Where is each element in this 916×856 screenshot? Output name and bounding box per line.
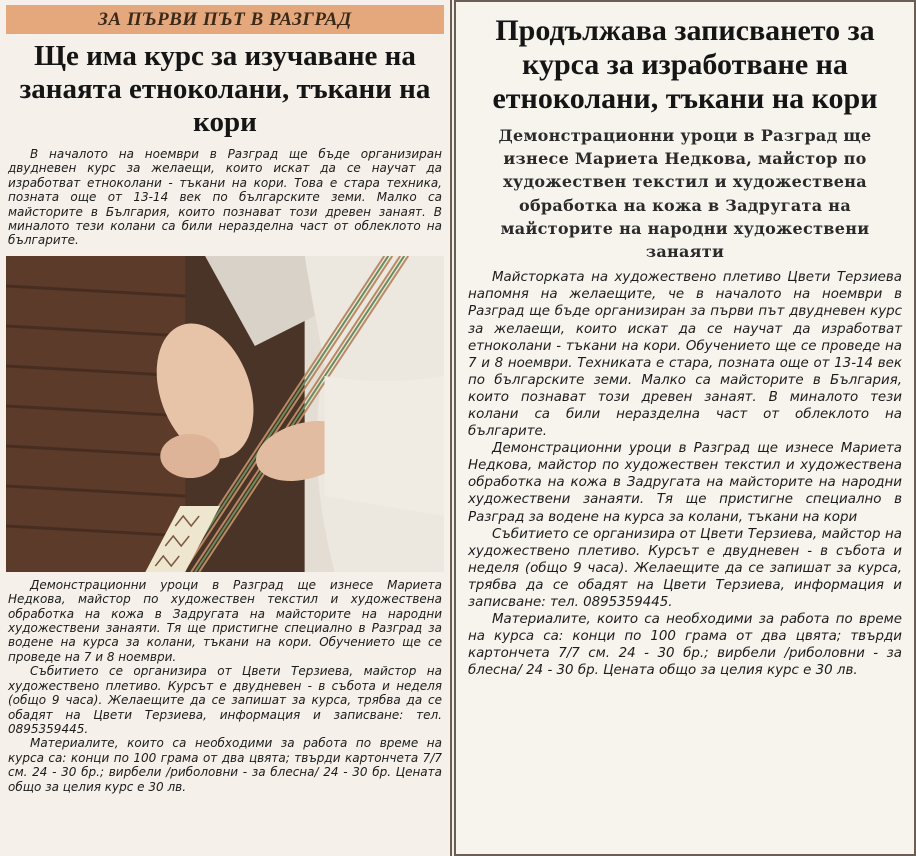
left-headline: Ще има курс за изучаване на занаята етноколани, тъкани на кори bbox=[19, 40, 431, 138]
right-article bbox=[454, 0, 916, 856]
left-article bbox=[0, 0, 452, 856]
left-paragraph-2: Демонстрационни уроци в Разград ще изнесе Мариета Недкова, майстор по художествен текстил и художествена обработка на кожа в Задругата на майсторите на народни художествени занаяти. Тя ще пристигне специално в Разград за водене на курса за колани, тъкани на кори. Обучението ще се проведе на 7 и 8 ноември. bbox=[8, 577, 442, 664]
weaving-photo bbox=[6, 256, 444, 572]
right-subhead: Демонстрационни уроци в Разград ще изнесе Мариета Недкова, майстор по художествен текстил и художествена обработка на кожа в Задругата на майсторите на народни художествени занаяти bbox=[498, 126, 872, 262]
right-paragraph-3: Събитието се организира от Цвети Терзиева, майстор на художествено плетиво. Курсът е двудневен - в събота и неделя (общо 9 часа). Желаещите да се запишат за курса, трябва да се обадят на Цвети Терзиева, информация и записване: тел. 0895359445. bbox=[468, 526, 902, 610]
right-paragraph-1: Майсторката на художествено плетиво Цвети Терзиева напомня на желаещите, че в началото на ноември в Разград ще бъде организиран за първи път двудневен курс за желаещи, които искат да се научат да изработват етноколани - тъкани на кори. Обучението ще се проведе на 7 и 8 ноември. Техниката е стара, позната още от 13-14 век по българските земи. Малко са майсторите в България, които познават този древен занаят. В миналото тези колани са били неразделна част от облеклото на българите. bbox=[468, 270, 902, 440]
left-paragraph-3: Събитието се организира от Цвети Терзиева, майстор на художествено плетиво. Курсът е двудневен - в събота и неделя (общо 9 часа). Желаещите да се запишат за курса, трябва да се обадят на Цвети Терзиева, информация и записване: тел. 0895359445. bbox=[8, 664, 442, 736]
left-paragraph-1: В началото на ноември в Разград ще бъде организиран двудневен курс за желаещи, които искат да се научат да изработват етноколани - тъкани на кори. Това е стара техника, позната още от 13-14 век по българските земи. Малко са майсторите в България, които познават този древен занаят. В миналото тези колани са били неразделна част от облеклото на българите. bbox=[8, 147, 442, 248]
right-paragraph-2: Демонстрационни уроци в Разград ще изнесе Мариета Недкова, майстор по художествен текстил и художествена обработка на кожа в Задругата на майсторите на народни художествени занаяти. Тя ще пристигне специално в Разград за водене на курса за колани, тъкани на кори bbox=[468, 441, 902, 525]
left-paragraph-4: Материалите, които са необходими за работа по време на курса са: конци по 100 грама от два цвята; твърди картончета 7/7 см. 24 - 30 бр.; вирбели /риболовни - за блесна/ 24 - 30 бр. Цената общо за целия курс е 30 лв. bbox=[8, 736, 442, 794]
right-headline: Продължава записването за курса за изработване на етноколани, тъкани на кори bbox=[492, 14, 878, 115]
left-kicker: ЗА ПЪРВИ ПЪТ В РАЗГРАД bbox=[6, 5, 444, 34]
weaving-illustration bbox=[6, 256, 444, 572]
right-paragraph-4: Материалите, които са необходими за работа по време на курса са: конци по 100 грама от два цвята; твърди картончета 7/7 см. 24 - 30 бр.; вирбели /риболовни - за блесна/ 24 - 30 бр. Цената общо за целия курс е 30 лв. bbox=[468, 612, 902, 679]
